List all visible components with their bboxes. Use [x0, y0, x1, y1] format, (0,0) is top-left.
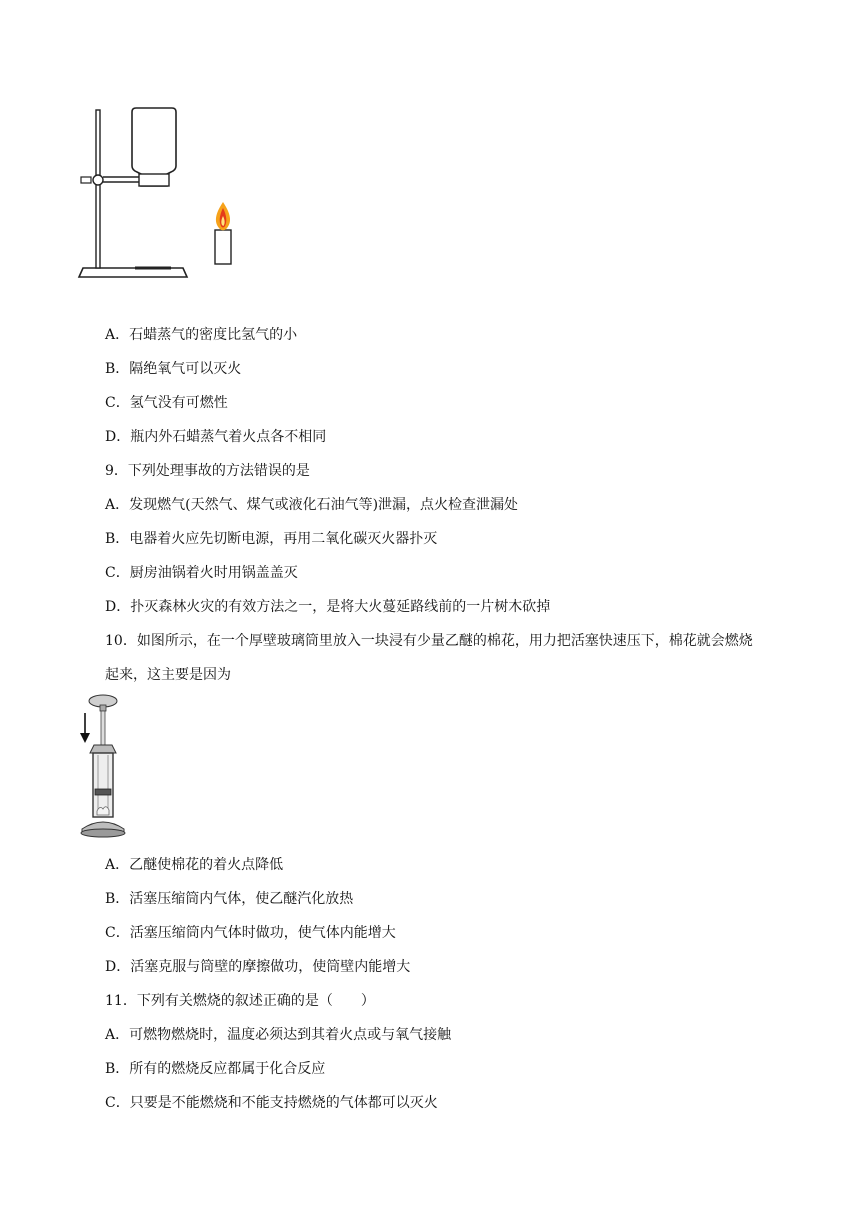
piston-glass-tube-figure [76, 693, 130, 839]
iron-stand-bottle-candle-figure [75, 104, 255, 282]
q11-option-a: A．可燃物燃烧时，温度必须达到其着火点或与氧气接触 [105, 1027, 452, 1043]
q8-option-c: C．氢气没有可燃性 [105, 395, 228, 411]
q8-option-d: D．瓶内外石蜡蒸气着火点各不相同 [105, 429, 327, 445]
q11-option-c: C．只要是不能燃烧和不能支持燃烧的气体都可以灭火 [105, 1095, 438, 1111]
q9-stem: 9．下列处理事故的方法错误的是 [105, 463, 310, 479]
q9-option-d: D．扑灭森林火灾的有效方法之一，是将大火蔓延路线前的一片树木砍掉 [105, 599, 551, 615]
q10-option-b: B．活塞压缩筒内气体，使乙醚汽化放热 [105, 891, 354, 907]
q11-stem: 11．下列有关燃烧的叙述正确的是（ ） [105, 993, 375, 1009]
q11-option-b: B．所有的燃烧反应都属于化合反应 [105, 1061, 326, 1077]
q10-stem-line2: 起来，这主要是因为 [105, 667, 231, 683]
q9-option-b: B．电器着火应先切断电源，再用二氧化碳灭火器扑灭 [105, 531, 438, 547]
q10-option-d: D．活塞克服与筒壁的摩擦做功，使筒壁内能增大 [105, 959, 411, 975]
q10-option-a: A．乙醚使棉花的着火点降低 [105, 857, 284, 873]
q10-stem-line1: 10．如图所示，在一个厚壁玻璃筒里放入一块浸有少量乙醚的棉花，用力把活塞快速压下，棉花就会燃烧 [105, 633, 753, 649]
q8-option-b: B．隔绝氧气可以灭火 [105, 361, 242, 377]
q9-option-c: C．厨房油锅着火时用锅盖盖灭 [105, 565, 298, 581]
q10-option-c: C．活塞压缩筒内气体时做功，使气体内能增大 [105, 925, 396, 941]
q9-option-a: A．发现燃气(天然气、煤气或液化石油气等)泄漏，点火检查泄漏处 [105, 497, 519, 513]
q8-option-a: A．石蜡蒸气的密度比氢气的小 [105, 327, 298, 343]
